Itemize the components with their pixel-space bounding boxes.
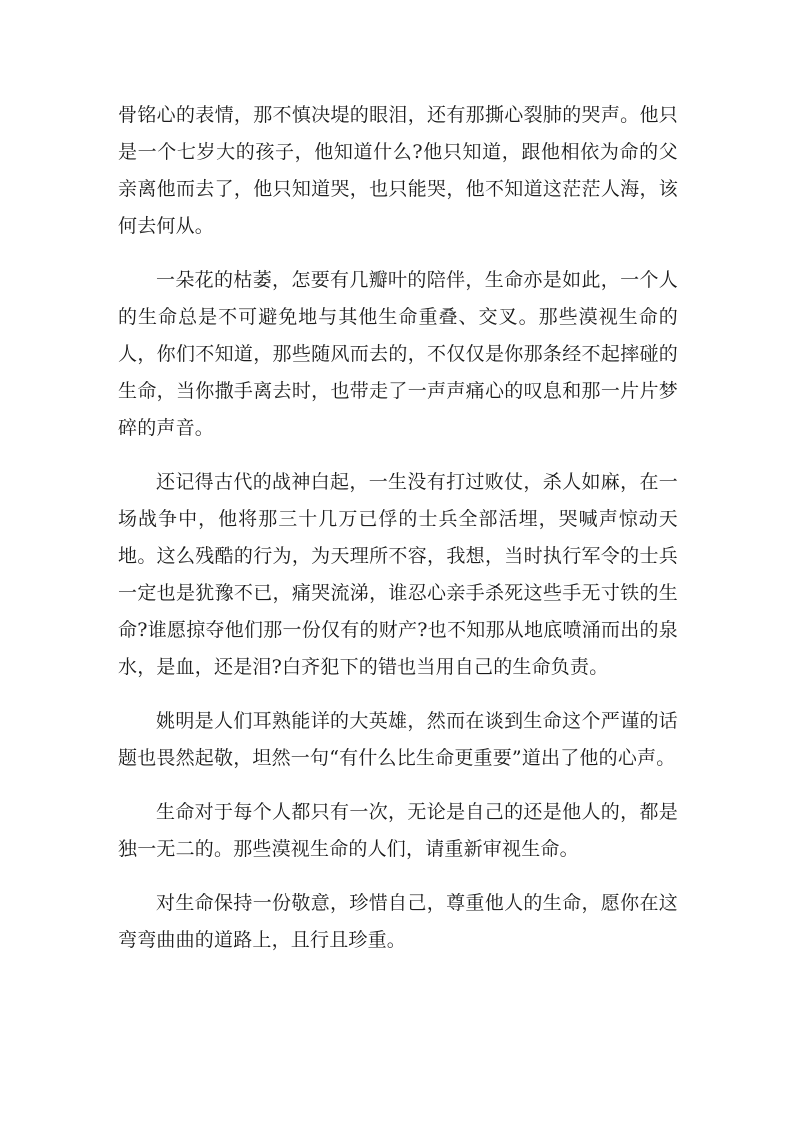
paragraph-6: 对生命保持一份敬意，珍惜自己，尊重他人的生命，愿你在这弯弯曲曲的道路上，且行且珍重。 (118, 892, 678, 951)
essay-body (118, 97, 678, 976)
paragraph-5: 生命对于每个人都只有一次，无论是自己的还是他人的，都是独一无二的。那些漠视生命的人们，请重新审视生命。 (118, 801, 678, 860)
paragraph-1: 骨铭心的表情，那不慎决堤的眼泪，还有那撕心裂肺的哭声。他只是一个七岁大的孩子，他知道什么?他只知道，跟他相依为命的父亲离他而去了，他只知道哭，也只能哭，他不知道这茫茫人海，该何去何从。 (118, 104, 678, 237)
paragraph-3: 还记得古代的战神白起，一生没有打过败仗，杀人如麻，在一场战争中，他将那三十几万已俘的士兵全部活埋，哭喊声惊动天地。这么残酷的行为，为天理所不容，我想，当时执行军令的士兵一定也是犹豫不已，痛哭流涕，谁忍心亲手杀死这些手无寸铁的生命?谁愿掠夺他们那一份仅有的财产?也不知那从地底喷涌而出的泉水，是血，还是泪?白齐犯下的错也当用自己的生命负责。 (118, 471, 678, 678)
paragraph-4: 姚明是人们耳熟能详的大英雄，然而在谈到生命这个严谨的话题也畏然起敬，坦然一句“有什么比生命更重要”道出了他的心声。 (118, 710, 678, 769)
paragraph-2: 一朵花的枯萎，怎要有几瓣叶的陪伴，生命亦是如此，一个人的生命总是不可避免地与其他生命重叠、交叉。那些漠视生命的人，你们不知道，那些随风而去的，不仅仅是你那条经不起摔碰的生命，当你撒手离去时，也带走了一声声痛心的叹息和那一片片梦碎的声音。 (118, 269, 678, 439)
